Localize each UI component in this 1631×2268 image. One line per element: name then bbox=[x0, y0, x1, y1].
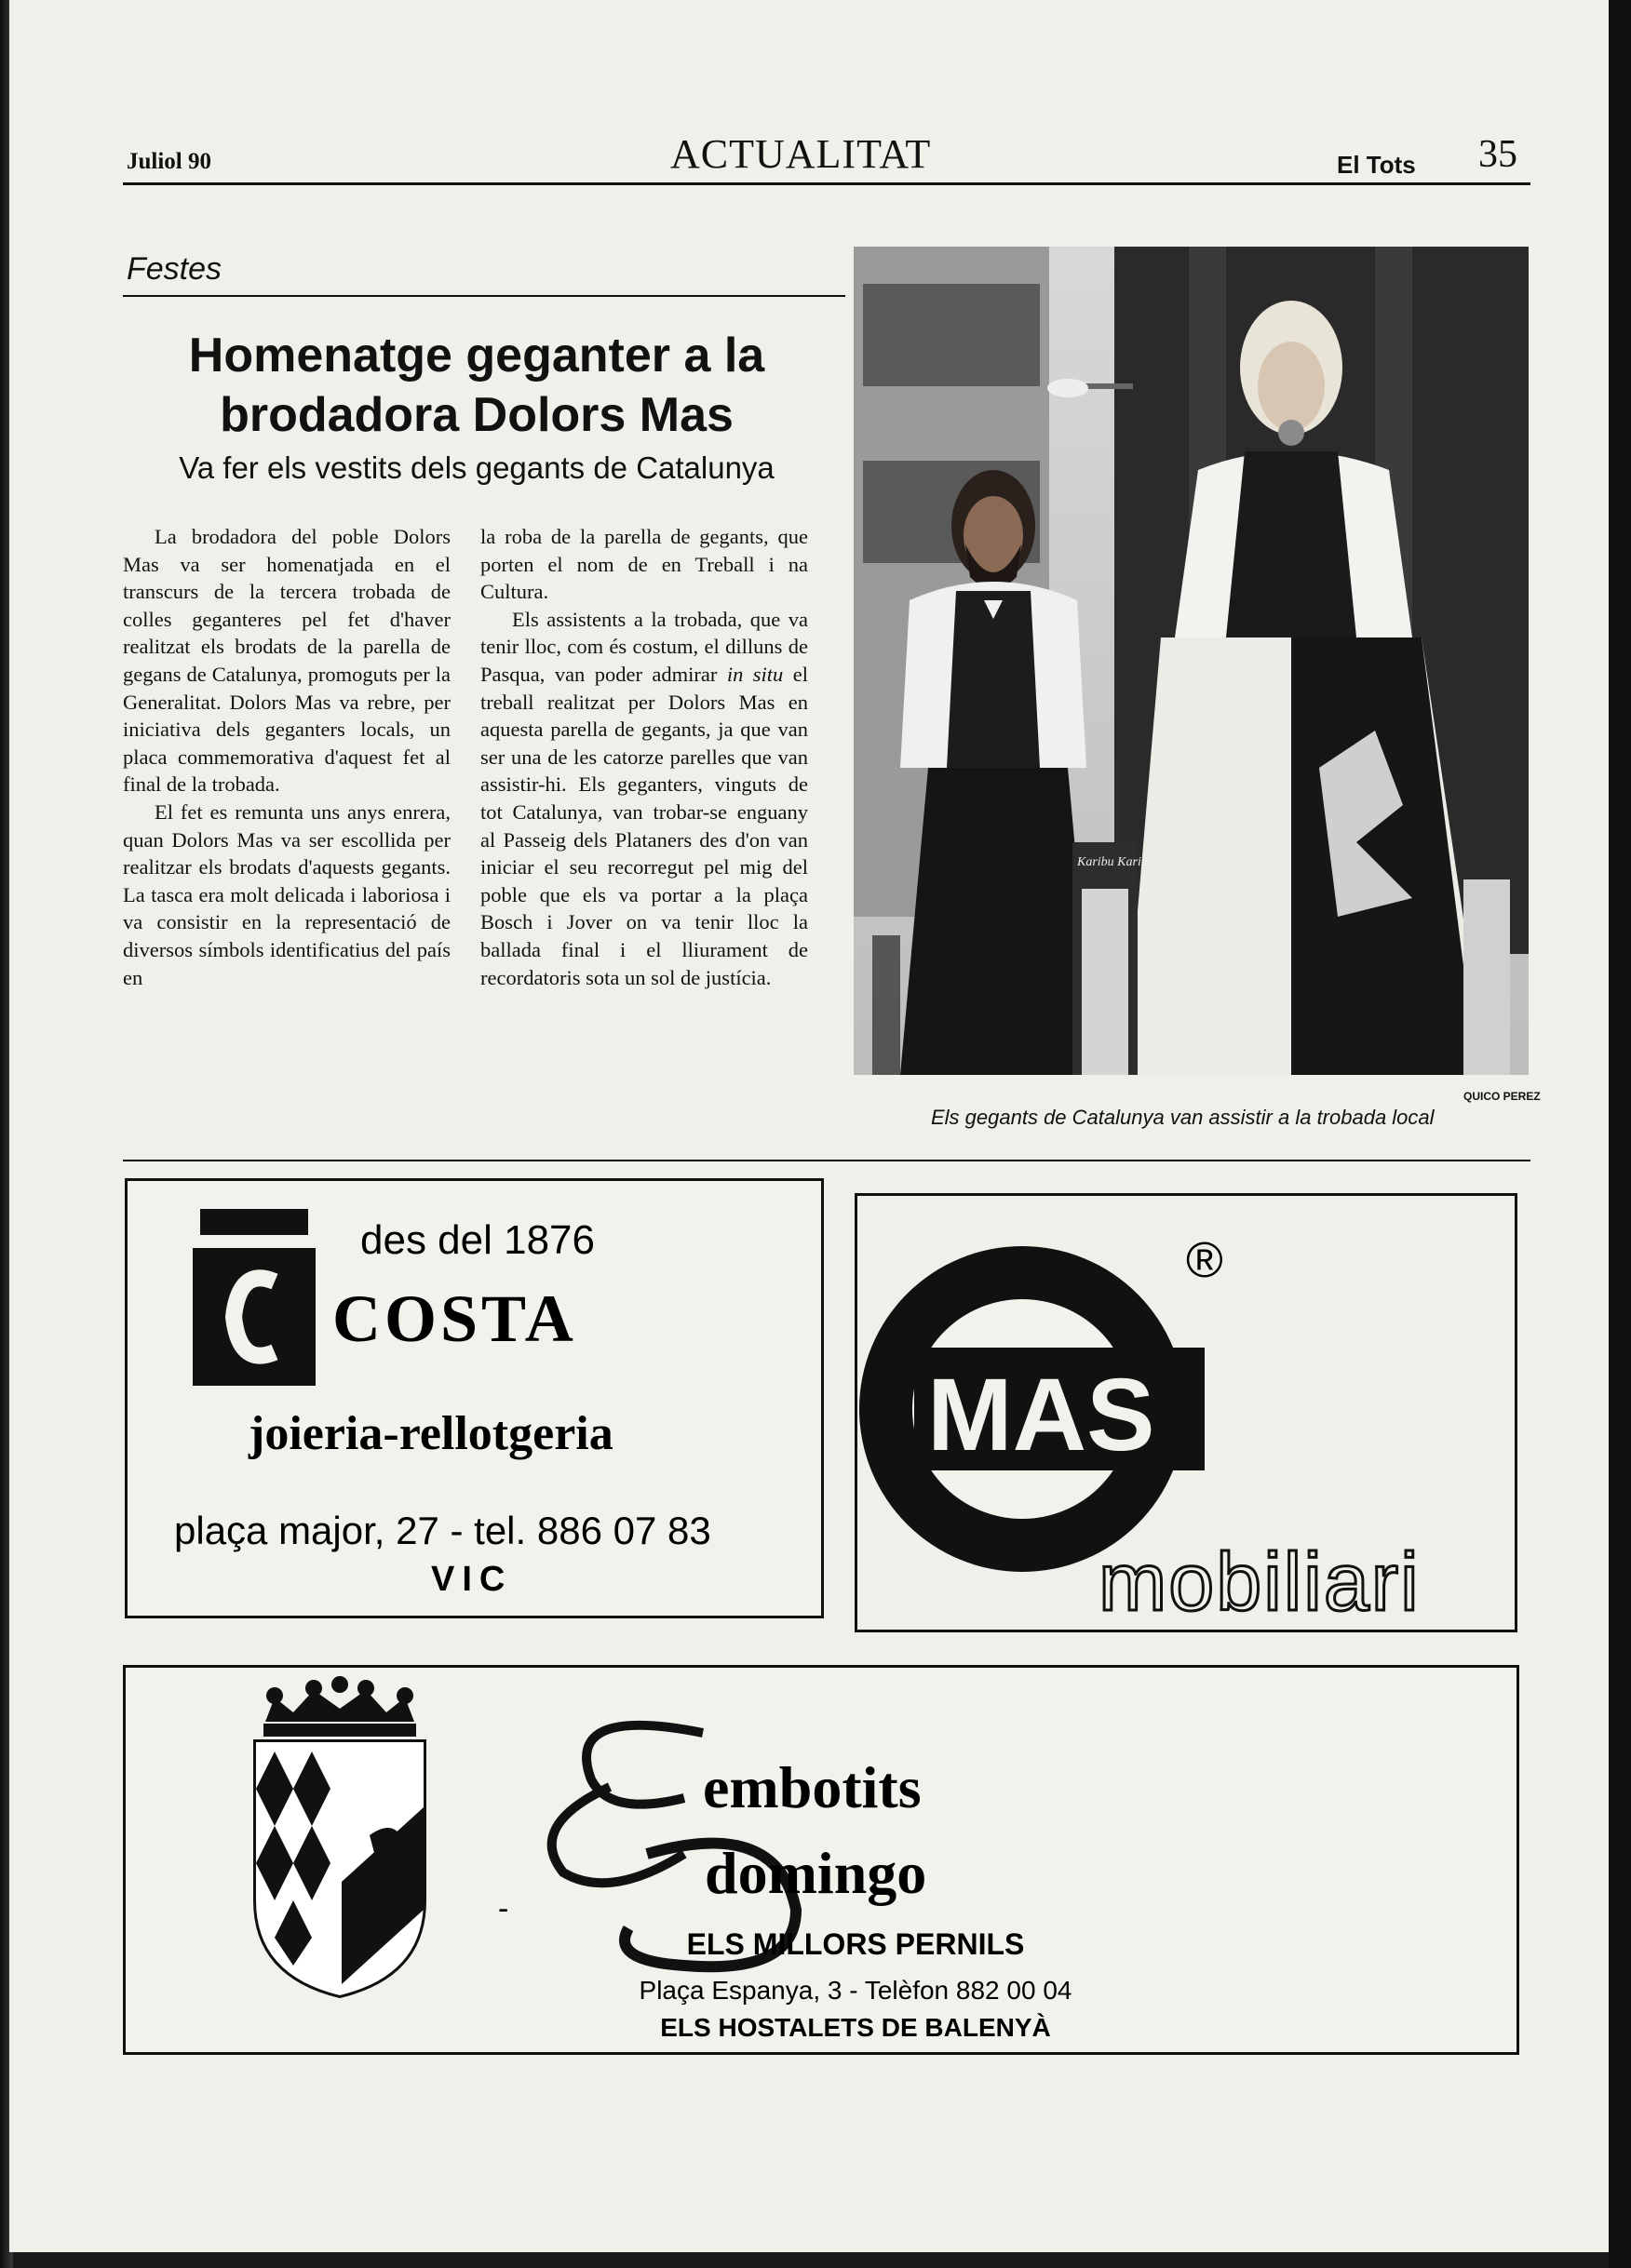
paragraph: la roba de la parella de gegants, que porten el nom de en Treball i na Cultura. bbox=[480, 525, 808, 604]
header-publication: El Tots bbox=[1337, 151, 1416, 179]
ad-domingo-artwork bbox=[126, 1668, 1516, 2052]
costa-address: plaça major, 27 - tel. 886 07 83 bbox=[174, 1509, 711, 1552]
ad-embotits-domingo bbox=[123, 1665, 1519, 2055]
giants-photo-illustration bbox=[854, 247, 1529, 1075]
ad-costa bbox=[125, 1178, 824, 1618]
article-column-1 bbox=[123, 523, 451, 991]
costa-logo-icon bbox=[193, 1209, 316, 1386]
page-binding-edge bbox=[1609, 0, 1631, 2268]
header-rule bbox=[123, 182, 1530, 185]
paragraph-text: el treball realitzat per Dolors Mas en aquesta parella de gegants, ja que van ser una de les catorze parelles que van assistir-hi. Els geganters, vinguts de tot Catalunya, van trobar-se enguany al Passeig dels Plataners des d'on van iniciar el seu recorregut pel mig del poble que els va portar a la plaça Bosch i Jover on va tenir lloc la ballada final i el lliurament de recordatoris sota un sol de justícia. bbox=[480, 662, 808, 989]
mas-registered: ® bbox=[1186, 1232, 1223, 1288]
domingo-town: ELS HOSTALETS DE BALENYÀ bbox=[660, 2013, 1051, 2042]
article-subheadline: Va fer els vestits dels gegants de Catalunya bbox=[179, 450, 775, 485]
costa-since: des del 1876 bbox=[360, 1217, 595, 1263]
costa-tagline: joieria-rellotgeria bbox=[249, 1407, 613, 1460]
photo-credit: QUICO PEREZ bbox=[1463, 1090, 1541, 1103]
ad-mas-artwork bbox=[855, 1193, 1516, 1625]
mas-tagline: mobiliari bbox=[1099, 1536, 1421, 1625]
mas-name: MAS bbox=[927, 1358, 1155, 1472]
paragraph: El fet es remunta uns anys enrera, quan Dolors Mas va ser escollida per realitzar els brodats d'aquests gegants. La tasca era molt delicada i laboriosa i va consistir en la representació de diversos símbols identificatius del país en bbox=[123, 799, 451, 989]
photo-shop-sign: Karibu Karibu Ka bbox=[1077, 855, 1173, 869]
domingo-slogan: ELS MILLORS PERNILS bbox=[686, 1927, 1025, 1961]
costa-city: VIC bbox=[431, 1560, 513, 1599]
costa-name: COSTA bbox=[332, 1282, 577, 1356]
domingo-name-line2: domingo bbox=[705, 1840, 927, 1906]
domingo-address: Plaça Espanya, 3 - Telèfon 882 00 04 bbox=[639, 1976, 1072, 2005]
mas-logo-icon bbox=[859, 1246, 1205, 1572]
domingo-name-line1: embotits bbox=[703, 1754, 922, 1820]
paragraph-italic: in situ bbox=[726, 662, 784, 686]
header-page-number: 35 bbox=[1478, 133, 1517, 176]
paragraph: La brodadora del poble Dolors Mas va ser homenatjada en el transcurs de la tercera trobada de colles geganteres pel fet d'haver realitzat els brodats de la parella de gegans de Catalunya, promoguts per la Generalitat. Dolors Mas va rebre, per iniciativa dels geganters locals, un placa commemorativa d'aquest fet al final de la trobada. bbox=[123, 525, 451, 797]
photo-caption: Els gegants de Catalunya van assistir a la trobada local bbox=[931, 1106, 1435, 1129]
giants-photo bbox=[854, 247, 1529, 1075]
ad-costa-artwork bbox=[128, 1181, 821, 1616]
paragraph bbox=[480, 606, 808, 991]
header-date: Juliol 90 bbox=[127, 149, 211, 174]
article-column-2 bbox=[480, 523, 808, 991]
paragraph-text: Els assistents a la trobada, que va tenir lloc, com és costum, el dilluns de Pasqua, van poder admirar bbox=[480, 607, 808, 686]
coat-of-arms-icon bbox=[256, 1676, 424, 1995]
section-rule bbox=[123, 295, 845, 297]
article-headline: Homenatge geganter a la brodadora Dolors Mas bbox=[188, 329, 765, 442]
domingo-dash: - bbox=[498, 1891, 509, 1926]
ads-divider bbox=[123, 1160, 1530, 1161]
section-label: Festes bbox=[127, 251, 222, 287]
header-section-title: ACTUALITAT bbox=[670, 131, 932, 177]
ad-mas-mobiliari bbox=[855, 1193, 1516, 1625]
